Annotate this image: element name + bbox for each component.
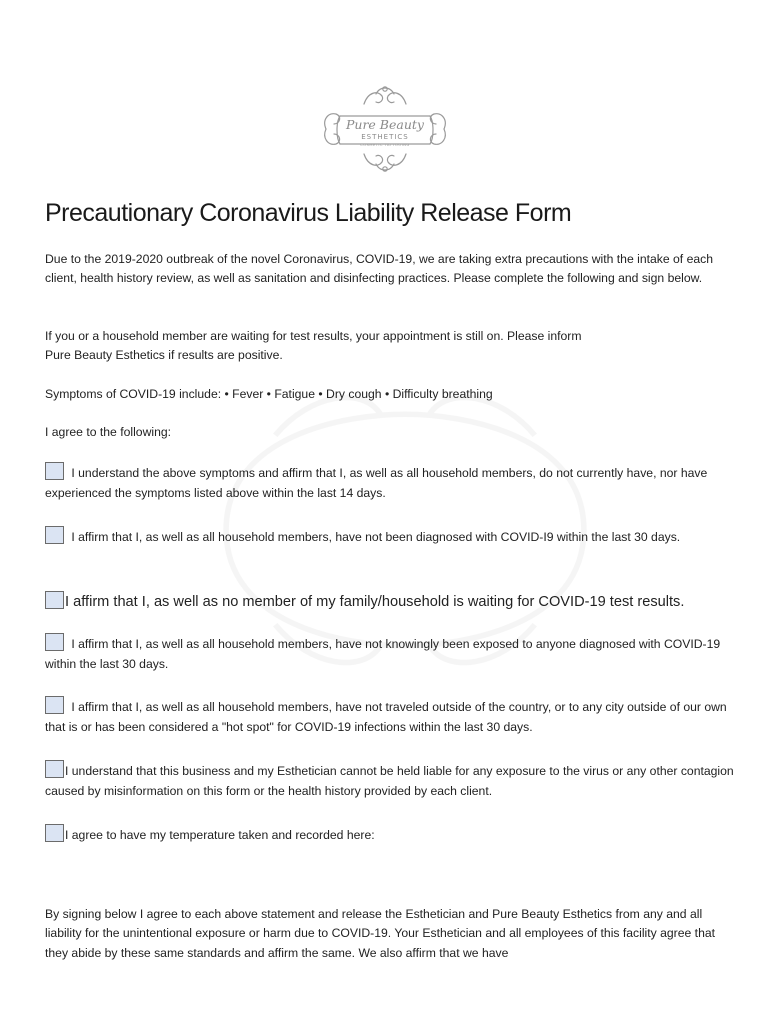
agreement-text-7: I agree to have my temperature taken and recorded here: bbox=[65, 828, 375, 842]
checkbox-not-diagnosed[interactable] bbox=[45, 526, 64, 544]
logo-script-text: Pure Beauty bbox=[346, 117, 424, 132]
logo-esthetics-text: ESTHETICS bbox=[361, 133, 409, 141]
intro-paragraph: Due to the 2019-2020 outbreak of the novel Coronavirus, COVID-19, we are taking extra precautions with the intake of each client, health history review, as well as sanitation and disinfecting practices. Please complete the following and sign below. bbox=[45, 252, 713, 286]
checkbox-symptoms[interactable] bbox=[45, 462, 64, 480]
agreement-text-4: I affirm that I, as well as all household members, have not knowingly been exposed to anyone diagnosed with COVID-19 within the last 30 days. bbox=[45, 637, 721, 671]
agreement-text-1: I understand the above symptoms and affirm that I, as well as all household members, do not currently have, nor have experienced the symptoms listed above within the last 14 days. bbox=[45, 466, 708, 500]
agreement-text-3: I affirm that I, as well as no member of my family/household is waiting for COVID-19 test results. bbox=[65, 594, 685, 610]
agreement-item-3 bbox=[45, 591, 735, 612]
checkbox-temperature[interactable] bbox=[45, 824, 64, 842]
signing-paragraph: By signing below I agree to each above statement and release the Esthetician and Pure Beauty Esthetics from any and all liability for the unintentional exposure or harm due to COVID-19. Your Esthetician and all employees of this facility agree that they abide by these same standards and affirm the same. We also affirm that we have bbox=[45, 907, 716, 960]
agree-heading: I agree to the following: bbox=[45, 425, 172, 439]
agreement-item-7 bbox=[45, 824, 735, 846]
checkbox-liability[interactable] bbox=[45, 760, 64, 778]
test-results-line-2: Pure Beauty Esthetics if results are positive. bbox=[45, 348, 283, 363]
form-title: Precautionary Coronavirus Liability Release Form bbox=[45, 199, 572, 227]
pure-beauty-logo bbox=[318, 82, 452, 176]
checkbox-no-pending-tests[interactable] bbox=[45, 591, 64, 609]
agreement-item-2 bbox=[45, 526, 735, 548]
checkbox-no-travel[interactable] bbox=[45, 696, 64, 714]
symptoms-line: Symptoms of COVID-19 include: • Fever • Fatigue • Dry cough • Difficulty breathing bbox=[45, 387, 493, 401]
test-results-line-1: If you or a household member are waiting for test results, your appointment is still on. Please inform bbox=[45, 329, 582, 343]
agreement-item-1 bbox=[45, 462, 735, 503]
test-results-paragraph bbox=[45, 327, 735, 366]
agreement-item-5 bbox=[45, 696, 735, 737]
agreement-item-6 bbox=[45, 760, 735, 801]
agreement-text-6: I understand that this business and my Esthetician cannot be held liable for any exposure to the virus or any other contagion caused by misinformation on this form or the health history provided by each client. bbox=[45, 764, 734, 798]
agreement-text-5: I affirm that I, as well as all household members, have not traveled outside of the country, or to any city outside of our own that is or has been considered a "hot spot" for COVID-19 infections within the last 30 days. bbox=[45, 700, 727, 734]
agreement-text-2: I affirm that I, as well as all household members, have not been diagnosed with COVID-I9 within the last 30 days. bbox=[68, 530, 681, 544]
agreement-item-4 bbox=[45, 633, 735, 674]
logo-tattooing-text: COSMETIC TATTOOING bbox=[360, 143, 410, 147]
checkbox-not-exposed[interactable] bbox=[45, 633, 64, 651]
